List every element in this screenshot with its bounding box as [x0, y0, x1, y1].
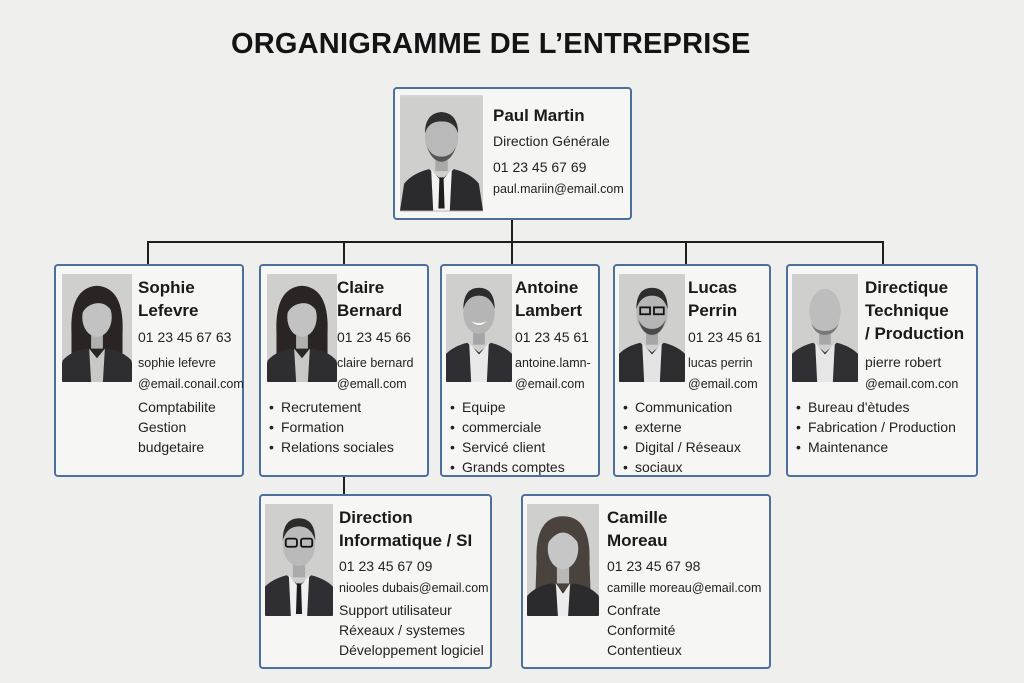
- list-item: • Servicé client: [450, 437, 565, 457]
- person-photo-man-smiling: [446, 274, 512, 382]
- person-name-line: Technique: [865, 301, 949, 320]
- person-phone: 01 23 45 67 63: [138, 329, 232, 345]
- person-name-line: / Production: [865, 324, 965, 343]
- org-card-department[interactable]: [259, 494, 492, 669]
- list-item: • externe: [623, 417, 741, 437]
- responsibility-list: [796, 397, 956, 457]
- connector-drop-1: [147, 241, 149, 265]
- person-email: @email.conail.com: [138, 377, 244, 391]
- person-email: @email.com.con: [865, 377, 959, 391]
- person-name-line: Direction: [339, 508, 413, 527]
- list-item: Réxeaux / systemes: [339, 622, 466, 638]
- person-name: [337, 276, 402, 322]
- person-photo-man-short-beard: [400, 95, 483, 212]
- person-name: [688, 276, 737, 322]
- person-name: [607, 506, 667, 552]
- connector-root-down: [511, 219, 513, 242]
- person-name-line: Antoine: [515, 278, 579, 297]
- connector-drop-3: [511, 241, 513, 265]
- person-name-line: Lefevre: [138, 301, 199, 320]
- person-photo-woman-dark-hair: [62, 274, 132, 382]
- person-name-line: Perrin: [688, 301, 738, 320]
- list-item: Contentieux: [607, 642, 682, 658]
- person-name-line: Lucas: [688, 278, 738, 297]
- person-name: [138, 276, 198, 322]
- list-item: • Communication: [623, 397, 741, 417]
- responsibility-list: [269, 397, 394, 457]
- person-phone: 01 23 45 67 69: [493, 159, 587, 175]
- org-card-department[interactable]: [786, 264, 978, 477]
- person-email: nioolеs dubais@email.com: [339, 581, 489, 595]
- person-phone: 01 23 45 66: [337, 329, 411, 345]
- list-item: • Equipe: [450, 397, 565, 417]
- org-card-department[interactable]: [613, 264, 771, 477]
- person-photo-man-glasses-beard: [619, 274, 685, 382]
- org-card-department[interactable]: [521, 494, 771, 669]
- org-card-department[interactable]: [259, 264, 429, 477]
- person-name-line: Sophie: [138, 278, 195, 297]
- person-email: antoine.lamn-: [515, 356, 591, 370]
- person-phone: pierre robert: [865, 354, 942, 370]
- connector-drop-5: [882, 241, 884, 265]
- org-card-department[interactable]: [440, 264, 600, 477]
- list-item: Conformité: [607, 622, 676, 638]
- chart-title: ORGANIGRAMME DE L’ENTREPRISE: [231, 28, 751, 60]
- person-name: [515, 276, 582, 322]
- list-item: Support utilisateur: [339, 602, 452, 618]
- list-item: • Formation: [269, 417, 394, 437]
- connector-drop-4: [685, 241, 687, 265]
- person-email: @emall.com: [337, 377, 407, 391]
- connector-drop-2: [343, 241, 345, 265]
- person-role: Direction Générale: [493, 133, 610, 149]
- person-name-line: Claire: [337, 278, 385, 297]
- org-card-department[interactable]: [54, 264, 244, 477]
- connector-lower: [343, 477, 345, 495]
- person-email: lucas perrin: [688, 356, 753, 370]
- list-item: Comptabilite: [138, 399, 216, 415]
- person-phone: 01 23 45 61: [515, 329, 589, 345]
- connector-horizontal-bar: [147, 241, 884, 243]
- responsibility-list: [623, 397, 741, 477]
- person-email: claire bernard: [337, 356, 414, 370]
- list-item: • commerciale: [450, 417, 565, 437]
- person-name: Paul Martin: [493, 106, 585, 125]
- list-item: Gestion: [138, 419, 187, 435]
- person-photo-woman-dark-hair: [267, 274, 337, 382]
- person-photo-woman-long-hair: [527, 504, 599, 616]
- person-name-line: Directique: [865, 278, 949, 297]
- person-name-line: Camille: [607, 508, 668, 527]
- person-name-line: Informatique / SI: [339, 531, 473, 550]
- list-item: • Grands comptes: [450, 457, 565, 477]
- person-name-line: Moreau: [607, 531, 668, 550]
- responsibility-list: [138, 397, 216, 457]
- person-phone: 01 23 45 61: [688, 329, 762, 345]
- person-email: @email.com: [515, 377, 585, 391]
- person-name-line: Bernard: [337, 301, 403, 320]
- org-card-root[interactable]: [393, 87, 632, 220]
- person-email: @email.com: [688, 377, 758, 391]
- list-item: • Relations sociales: [269, 437, 394, 457]
- person-photo-man-glasses: [265, 504, 333, 616]
- list-item: • Recrutement: [269, 397, 394, 417]
- responsibility-list: [339, 600, 484, 660]
- person-phone: 01 23 45 67 98: [607, 558, 701, 574]
- list-item: • Fabrication / Production: [796, 417, 956, 437]
- person-name: [865, 276, 964, 345]
- list-item: • sociaux: [623, 457, 741, 477]
- list-item: Développement logiciel: [339, 642, 484, 658]
- person-email: paul.mariin@email.com: [493, 182, 624, 196]
- responsibility-list: [607, 600, 682, 660]
- list-item: • Digital / Réseaux: [623, 437, 741, 457]
- person-email: sophie lefevre: [138, 356, 216, 370]
- person-name: [339, 506, 472, 552]
- person-email: camille moreau@email.com: [607, 581, 762, 595]
- list-item: Confrate: [607, 602, 661, 618]
- list-item: • Maintenance: [796, 437, 956, 457]
- list-item: • Bureau d'ètudes: [796, 397, 956, 417]
- person-name-line: Lambert: [515, 301, 583, 320]
- list-item: budgetaire: [138, 439, 205, 455]
- responsibility-list: [450, 397, 565, 477]
- person-phone: 01 23 45 67 09: [339, 558, 433, 574]
- person-photo-man-bald: [792, 274, 858, 382]
